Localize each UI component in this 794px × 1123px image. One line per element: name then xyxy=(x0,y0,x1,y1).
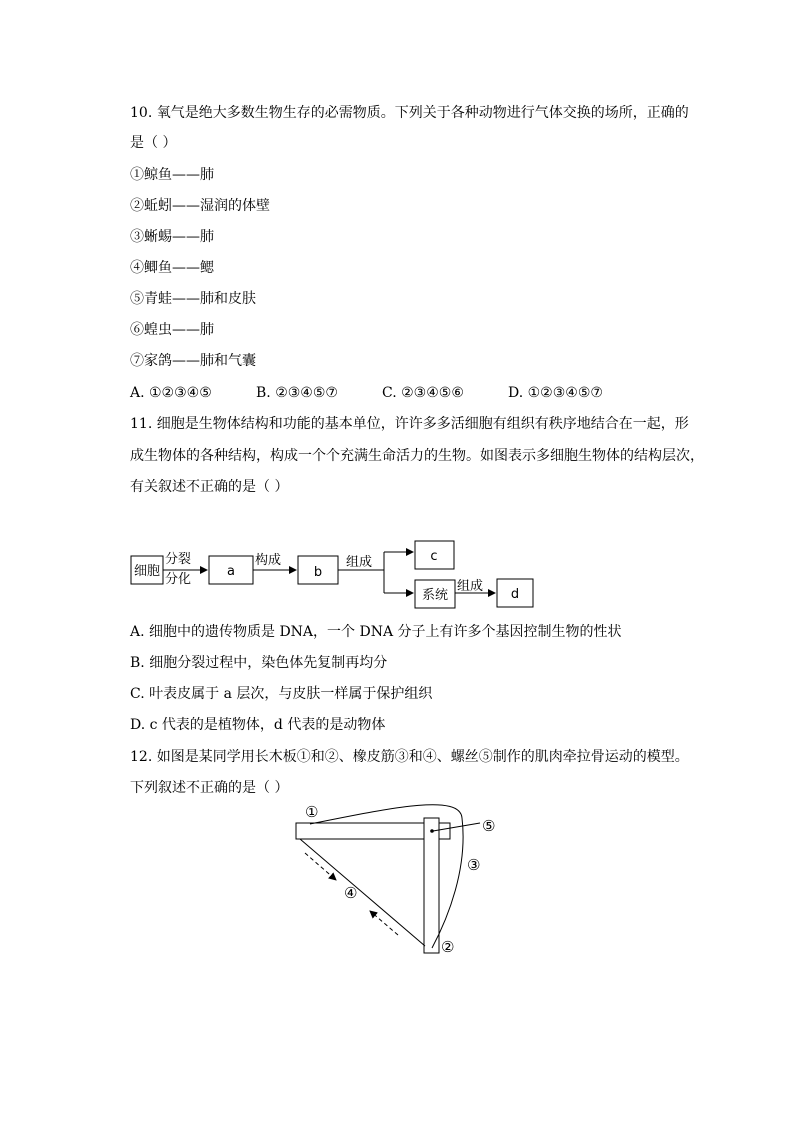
q11-stem-line1: 11. 细胞是生物体结构和功能的基本单位，许许多多活细胞有组织有秩序地结合在一起，形 xyxy=(130,416,689,432)
label-a: a xyxy=(227,564,235,579)
rubber-band-4 xyxy=(300,839,425,946)
q11-option-c[interactable]: C. 叶表皮属于 a 层次，与皮肤一样属于保护组织 xyxy=(130,686,433,702)
q10-item: ⑦家鸽——肺和气囊 xyxy=(130,353,256,369)
q10-option-c[interactable]: C. ②③④⑤⑥ xyxy=(382,385,464,401)
q12-stem-line2: 下列叙述不正确的是（ ） xyxy=(130,780,289,796)
board-2 xyxy=(424,818,439,953)
q11-stem-line2: 成生物体的各种结构，构成一个个充满生命活力的生物。如图表示多细胞生物体的结构层次， xyxy=(130,448,704,464)
q11-stem-line3: 有关叙述不正确的是（ ） xyxy=(130,479,289,495)
compose2-label: 组成 xyxy=(346,555,373,570)
q10-item: ③蜥蜴——肺 xyxy=(130,229,214,245)
label-3: ③ xyxy=(467,856,481,874)
structure-levels-diagram xyxy=(0,530,794,620)
q10-item: ④鲫鱼——鳃 xyxy=(130,260,214,276)
label-b: b xyxy=(313,565,323,580)
q11-option-b[interactable]: B. 细胞分裂过程中，染色体先复制再均分 xyxy=(130,655,388,671)
q10-item: ①鲸鱼——肺 xyxy=(130,167,214,183)
label-5: ⑤ xyxy=(482,817,496,835)
compose1-label: 构成 xyxy=(255,553,282,568)
q10-item: ②蚯蚓——湿润的体壁 xyxy=(130,198,270,214)
label-4: ④ xyxy=(344,884,358,902)
split-label: 分裂 xyxy=(165,552,192,567)
q12-stem-line1: 12. 如图是某同学用长木板①和②、橡皮筋③和④、螺丝⑤制作的肌肉牵拉骨运动的模型。 xyxy=(130,749,689,765)
q11-option-d[interactable]: D. c 代表的是植物体，d 代表的是动物体 xyxy=(130,717,386,733)
label-c: c xyxy=(430,549,438,564)
q10-option-d[interactable]: D. ①②③④⑤⑦ xyxy=(508,385,603,401)
q11-option-a[interactable]: A. 细胞中的遗传物质是 DNA，一个 DNA 分子上有许多个基因控制生物的性状 xyxy=(130,624,622,640)
q10-item: ⑤青蛙——肺和皮肤 xyxy=(130,291,256,307)
q10-stem-line2: 是（ ） xyxy=(130,135,177,151)
compose3-label: 组成 xyxy=(457,579,484,594)
q10-option-a[interactable]: A. ①②③④⑤ xyxy=(130,385,212,401)
label-d: d xyxy=(510,587,520,602)
label-2: ② xyxy=(441,938,455,956)
system-label: 系统 xyxy=(421,588,449,603)
diff-label: 分化 xyxy=(165,572,192,587)
q10-option-b[interactable]: B. ②③④⑤⑦ xyxy=(256,385,338,401)
cell-label: 细胞 xyxy=(133,564,161,579)
q10-stem-line1: 10. 氧气是绝大多数生物生存的必需物质。下列关于各种动物进行气体交换的场所，正确的 xyxy=(130,105,689,121)
muscle-bone-model-diagram xyxy=(0,798,794,968)
label-1: ① xyxy=(305,803,319,821)
q10-item: ⑥蝗虫——肺 xyxy=(130,322,214,338)
